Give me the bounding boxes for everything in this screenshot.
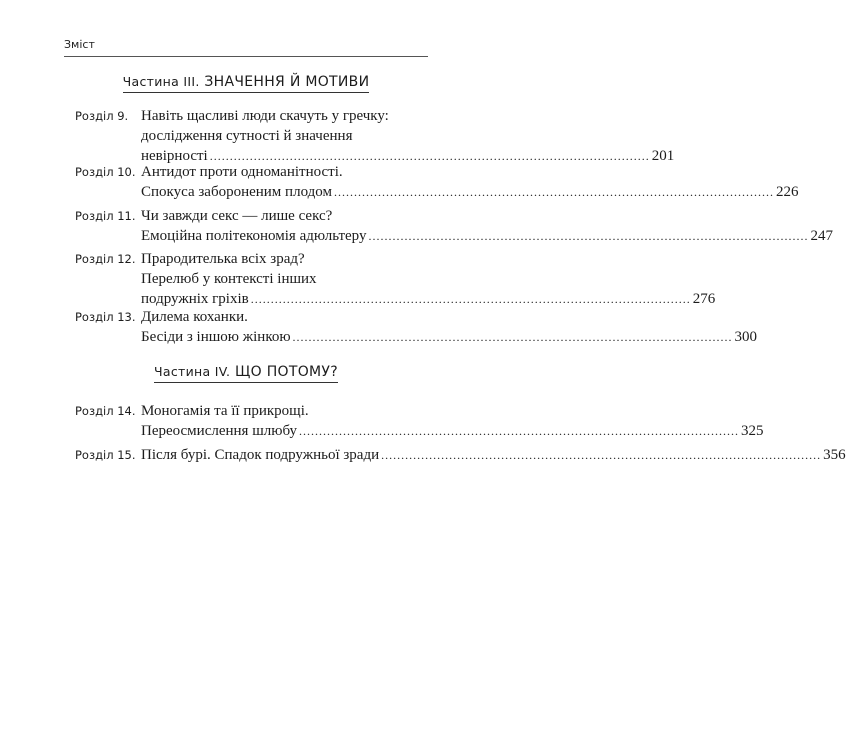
chapter-title-line: Перелюб у контексті інших — [141, 271, 317, 287]
dot-leader: .............................................................................................................. — [333, 185, 774, 199]
dot-leader: .............................................................................................................. — [381, 448, 822, 462]
chapter-title — [141, 249, 716, 309]
chapter-title-line: невірності — [141, 148, 208, 164]
chapter-title-last-line — [141, 226, 833, 246]
chapter-number: Розділ 10. — [75, 165, 136, 179]
part-heading-3-underline — [123, 74, 370, 93]
chapter-title-line: Прародителька всіх зрад? — [141, 251, 305, 267]
toc-entry-11[interactable] — [75, 206, 833, 246]
chapter-title-line: Антидот проти одноманітності. — [141, 164, 343, 180]
page-number: 300 — [734, 329, 758, 345]
page-number: 325 — [741, 423, 764, 439]
chapter-title-line: подружніх гріхів — [141, 291, 249, 307]
part-label: Частина IV. — [154, 364, 231, 379]
dot-leader: .............................................................................................................. — [250, 292, 691, 306]
page-number: 247 — [810, 228, 833, 244]
chapter-title-line: Бесіди з іншою жінкою — [141, 329, 291, 345]
chapter-title-line: Моногамія та її прикрощі. — [141, 403, 309, 419]
page-number: 226 — [775, 184, 799, 200]
toc-entry-10[interactable] — [75, 162, 799, 202]
chapter-title-line: Навіть щасливі люди скачуть у гречку: — [141, 108, 389, 124]
chapter-title-line: Чи завжди секс — лише секс? — [141, 208, 333, 224]
chapter-title — [141, 445, 846, 465]
chapter-title-last-line — [141, 327, 758, 347]
chapter-title — [141, 401, 764, 441]
dot-leader: .............................................................................................................. — [292, 330, 733, 344]
chapter-number: Розділ 9. — [75, 109, 129, 123]
chapter-number: Розділ 11. — [75, 209, 136, 223]
toc-entry-12[interactable] — [75, 249, 716, 309]
part-title: ЩО ПОТОМУ? — [235, 364, 338, 380]
part-heading-3 — [64, 74, 428, 93]
chapter-title-line: Після бурі. Спадок подружньої зради — [141, 447, 380, 463]
chapter-title-last-line — [141, 182, 799, 202]
chapter-title — [141, 307, 758, 347]
chapter-title-line: Спокуса забороненим плодом — [141, 184, 332, 200]
chapter-number: Розділ 13. — [75, 310, 136, 324]
chapter-title-last-line — [141, 421, 764, 441]
chapter-title-line: Переосмислення шлюбу — [141, 423, 298, 439]
chapter-number: Розділ 14. — [75, 404, 136, 418]
chapter-title — [141, 162, 799, 202]
toc-entry-13[interactable] — [75, 307, 758, 347]
dot-leader: .............................................................................................................. — [209, 149, 650, 163]
chapter-title-last-line — [141, 289, 716, 309]
toc-entry-15[interactable] — [75, 445, 846, 465]
chapter-title-last-line — [141, 445, 846, 465]
toc-entry-9[interactable] — [75, 106, 675, 166]
chapter-number: Розділ 12. — [75, 252, 136, 266]
header-rule — [64, 56, 428, 57]
part-label: Частина III. — [122, 74, 200, 89]
dot-leader: .............................................................................................................. — [299, 424, 740, 438]
dot-leader: .............................................................................................................. — [368, 229, 809, 243]
page-number: 356 — [823, 447, 846, 463]
toc-entry-14[interactable] — [75, 401, 764, 441]
page-number: 276 — [692, 291, 716, 307]
part-heading-4 — [64, 364, 428, 383]
page-number: 201 — [651, 148, 675, 164]
chapter-number: Розділ 15. — [75, 448, 136, 462]
chapter-title-line: Емоційна політекономія адюльтеру — [141, 228, 367, 244]
chapter-title-line: Дилема коханки. — [141, 309, 248, 325]
chapter-title — [141, 206, 833, 246]
part-heading-4-underline — [154, 364, 338, 383]
chapter-title — [141, 106, 675, 166]
running-head: Зміст — [64, 38, 95, 51]
part-title: ЗНАЧЕННЯ Й МОТИВИ — [204, 74, 370, 90]
chapter-title-line: дослідження сутності й значення — [141, 128, 353, 144]
